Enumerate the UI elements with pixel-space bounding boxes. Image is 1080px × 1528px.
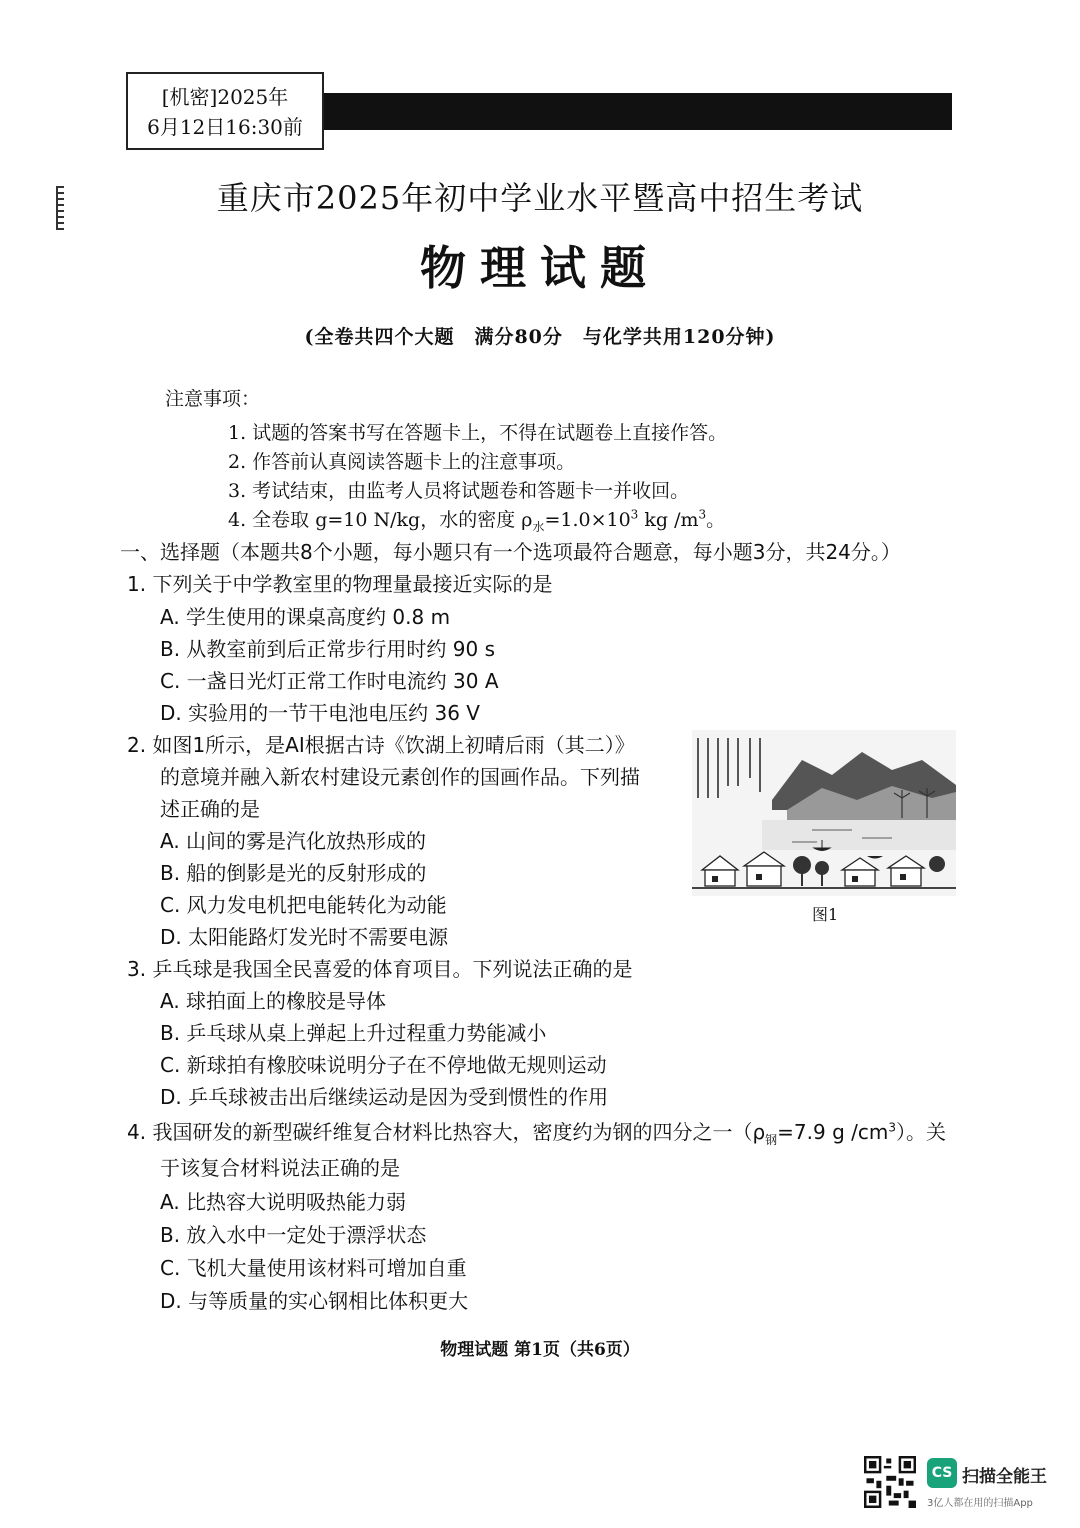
option-a: A. 学生使用的课桌高度约 0.8 m bbox=[160, 605, 451, 629]
question-stem-cont: 述正确的是 bbox=[160, 797, 260, 821]
option-b: B. 乒乓球从桌上弹起上升过程重力势能减小 bbox=[160, 1021, 547, 1045]
confidential-box bbox=[126, 72, 324, 150]
subject-title: 物理试题 bbox=[420, 241, 660, 295]
option-b: B. 放入水中一定处于漂浮状态 bbox=[160, 1223, 427, 1247]
option-a: A. 球拍面上的橡胶是导体 bbox=[160, 989, 387, 1013]
option-c: C. 风力发电机把电能转化为动能 bbox=[160, 893, 447, 917]
question-stem: 4. 我国研发的新型碳纤维复合材料比热容大，密度约为钢的四分之一（$\rho_钢=7.9$ g $/cm^3$）。关 bbox=[127, 1120, 946, 1147]
option-d: D. 乒乓球被击出后继续运动是因为受到惯性的作用 bbox=[160, 1085, 609, 1109]
camscanner-tagline: 3亿人都在用的扫描App bbox=[927, 1498, 1033, 1509]
option-b: B. 从教室前到后正常步行用时约 90 s bbox=[160, 637, 496, 661]
exam-info: (全卷共四个大题 满分80分 与化学共用120分钟) bbox=[304, 326, 776, 348]
note-item: 3. 考试结束，由监考人员将试题卷和答题卡一并收回。 bbox=[228, 480, 690, 502]
question-stem-cont: 于该复合材料说法正确的是 bbox=[160, 1156, 400, 1180]
question-stem-cont: 的意境并融入新农村建设元素创作的国画作品。下列描 bbox=[160, 765, 640, 789]
option-c: C. 一盏日光灯正常工作时电流约 30 A bbox=[160, 669, 499, 693]
figure-1-caption: 图1 bbox=[812, 905, 839, 924]
confidential-line-1: [机密]2025年 bbox=[161, 85, 289, 109]
camscanner-name: 扫描全能王 bbox=[962, 1467, 1047, 1487]
figure-1-landscape bbox=[692, 730, 956, 896]
exam-title: 重庆市2025年初中学业水平暨高中招生考试 bbox=[216, 179, 864, 217]
redaction-bar bbox=[324, 93, 952, 130]
option-d: D. 实验用的一节干电池电压约 36 V bbox=[160, 701, 480, 725]
note-item: 4. 全卷取 g=10 N/kg，水的密度 $\rho_水=1.0\times 10^3$ kg $/m^3$。 bbox=[228, 507, 726, 534]
confidential-line-2: 6月12日16:30前 bbox=[147, 115, 303, 139]
option-b: B. 船的倒影是光的反射形成的 bbox=[160, 861, 427, 885]
qr-code-icon bbox=[864, 1456, 916, 1508]
notes-title: 注意事项： bbox=[165, 388, 261, 410]
question-stem: 1. 下列关于中学教室里的物理量最接近实际的是 bbox=[127, 572, 553, 596]
note-item: 1. 试题的答案书写在答题卡上，不得在试题卷上直接作答。 bbox=[228, 422, 728, 444]
option-d: D. 太阳能路灯发光时不需要电源 bbox=[160, 925, 449, 949]
question-stem: 3. 乒乓球是我国全民喜爱的体育项目。下列说法正确的是 bbox=[127, 957, 633, 981]
option-c: C. 新球拍有橡胶味说明分子在不停地做无规则运动 bbox=[160, 1053, 607, 1077]
section-title: 一、选择题（本题共8个小题，每小题只有一个选项最符合题意，每小题3分，共24分。） bbox=[120, 540, 901, 564]
camscanner-logo: CS bbox=[927, 1458, 957, 1488]
page-footer: 物理试题 第1页（共6页） bbox=[440, 1340, 640, 1360]
option-a: A. 山间的雾是汽化放热形成的 bbox=[160, 829, 427, 853]
option-a: A. 比热容大说明吸热能力弱 bbox=[160, 1190, 407, 1214]
note-item: 2. 作答前认真阅读答题卡上的注意事项。 bbox=[228, 451, 576, 473]
option-c: C. 飞机大量使用该材料可增加自重 bbox=[160, 1256, 467, 1280]
option-d: D. 与等质量的实心钢相比体积更大 bbox=[160, 1289, 469, 1313]
question-stem: 2. 如图1所示，是AI根据古诗《饮湖上初晴后雨（其二）》 bbox=[127, 733, 635, 757]
